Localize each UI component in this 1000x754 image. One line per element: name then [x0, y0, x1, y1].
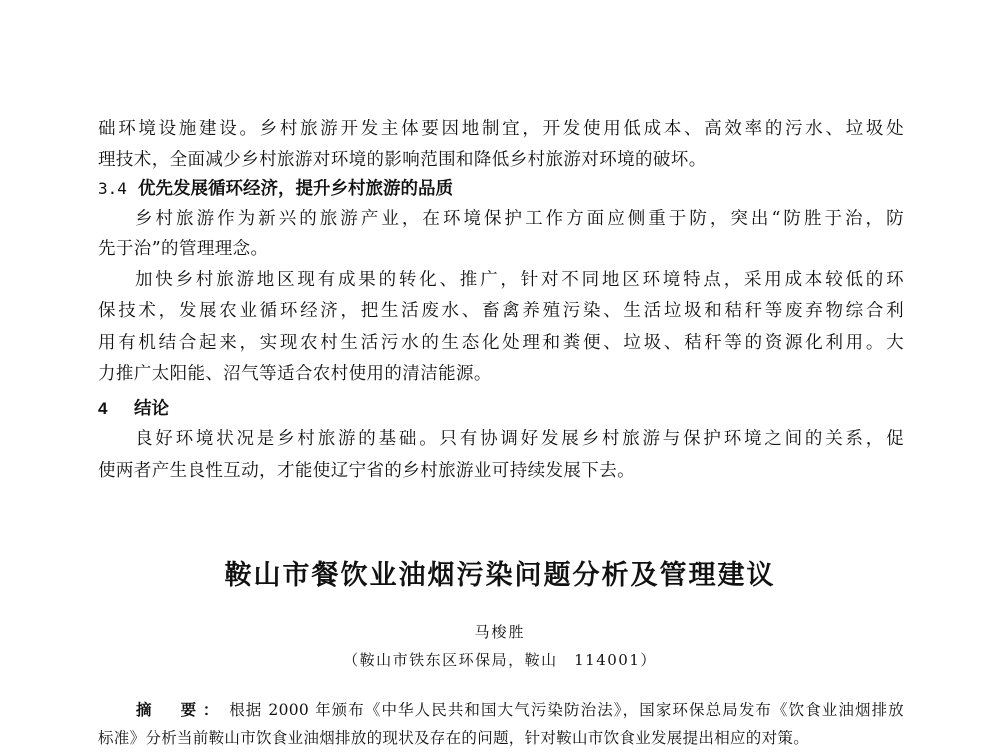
paragraph-line: 先于治”的管理理念。	[98, 239, 269, 259]
article-title: 鞍山市餐饮业油烟污染问题分析及管理建议	[224, 560, 776, 591]
section-number: 3.4	[98, 179, 127, 198]
abstract-text: 根据 2000 年颁布《中华人民共和国大气污染防治法》，国家环保总局发布《饮食业油烟排放	[229, 701, 904, 719]
paragraph-line: 础环境设施建设。乡村旅游开发主体要因地制宜，开发使用低成本、高效率的污水、垃圾处	[98, 119, 904, 139]
section-heading-4	[98, 397, 169, 421]
section-number: 4	[98, 399, 108, 418]
abstract-line	[136, 699, 904, 721]
paragraph-line: 理技术，全面减少乡村旅游对环境的影响范围和降低乡村旅游对环境的破坏。	[98, 150, 707, 170]
article-author: 马梭胜	[474, 623, 526, 641]
abstract-line: 标准》分析当前鞍山市饮食业油烟排放的现状及存在的问题，针对鞍山市饮食业发展提出相应的对策。	[98, 729, 810, 747]
section-title: 结论	[134, 399, 169, 419]
article-affiliation: （鞍山市铁东区环保局，鞍山 114001）	[343, 651, 657, 669]
paragraph-line: 乡村旅游作为新兴的旅游产业，在环境保护工作方面应侧重于防，突出“防胜于治，防	[135, 209, 904, 229]
paragraph-line: 加快乡村旅游地区现有成果的转化、推广，针对不同地区环境特点，采用成本较低的环	[135, 270, 904, 290]
paragraph-line: 用有机结合起来，实现农村生活污水的生态化处理和粪便、垃圾、秸秆等的资源化利用。大	[98, 333, 904, 353]
section-title: 优先发展循环经济，提升乡村旅游的品质	[138, 179, 453, 199]
paragraph-line: 使两者产生良性互动，才能使辽宁省的乡村旅游业可持续发展下去。	[98, 461, 635, 481]
section-heading-3-4	[98, 177, 453, 201]
abstract-label: 摘 要：	[136, 700, 226, 719]
paragraph-line: 良好环境状况是乡村旅游的基础。只有协调好发展乡村旅游与保护环境之间的关系，促	[135, 429, 904, 449]
paragraph-line: 保技术，发展农业循环经济，把生活废水、畜禽养殖污染、生活垃圾和秸秆等废弃物综合利	[98, 301, 904, 321]
paragraph-line: 力推广太阳能、沼气等适合农村使用的清洁能源。	[98, 364, 492, 384]
